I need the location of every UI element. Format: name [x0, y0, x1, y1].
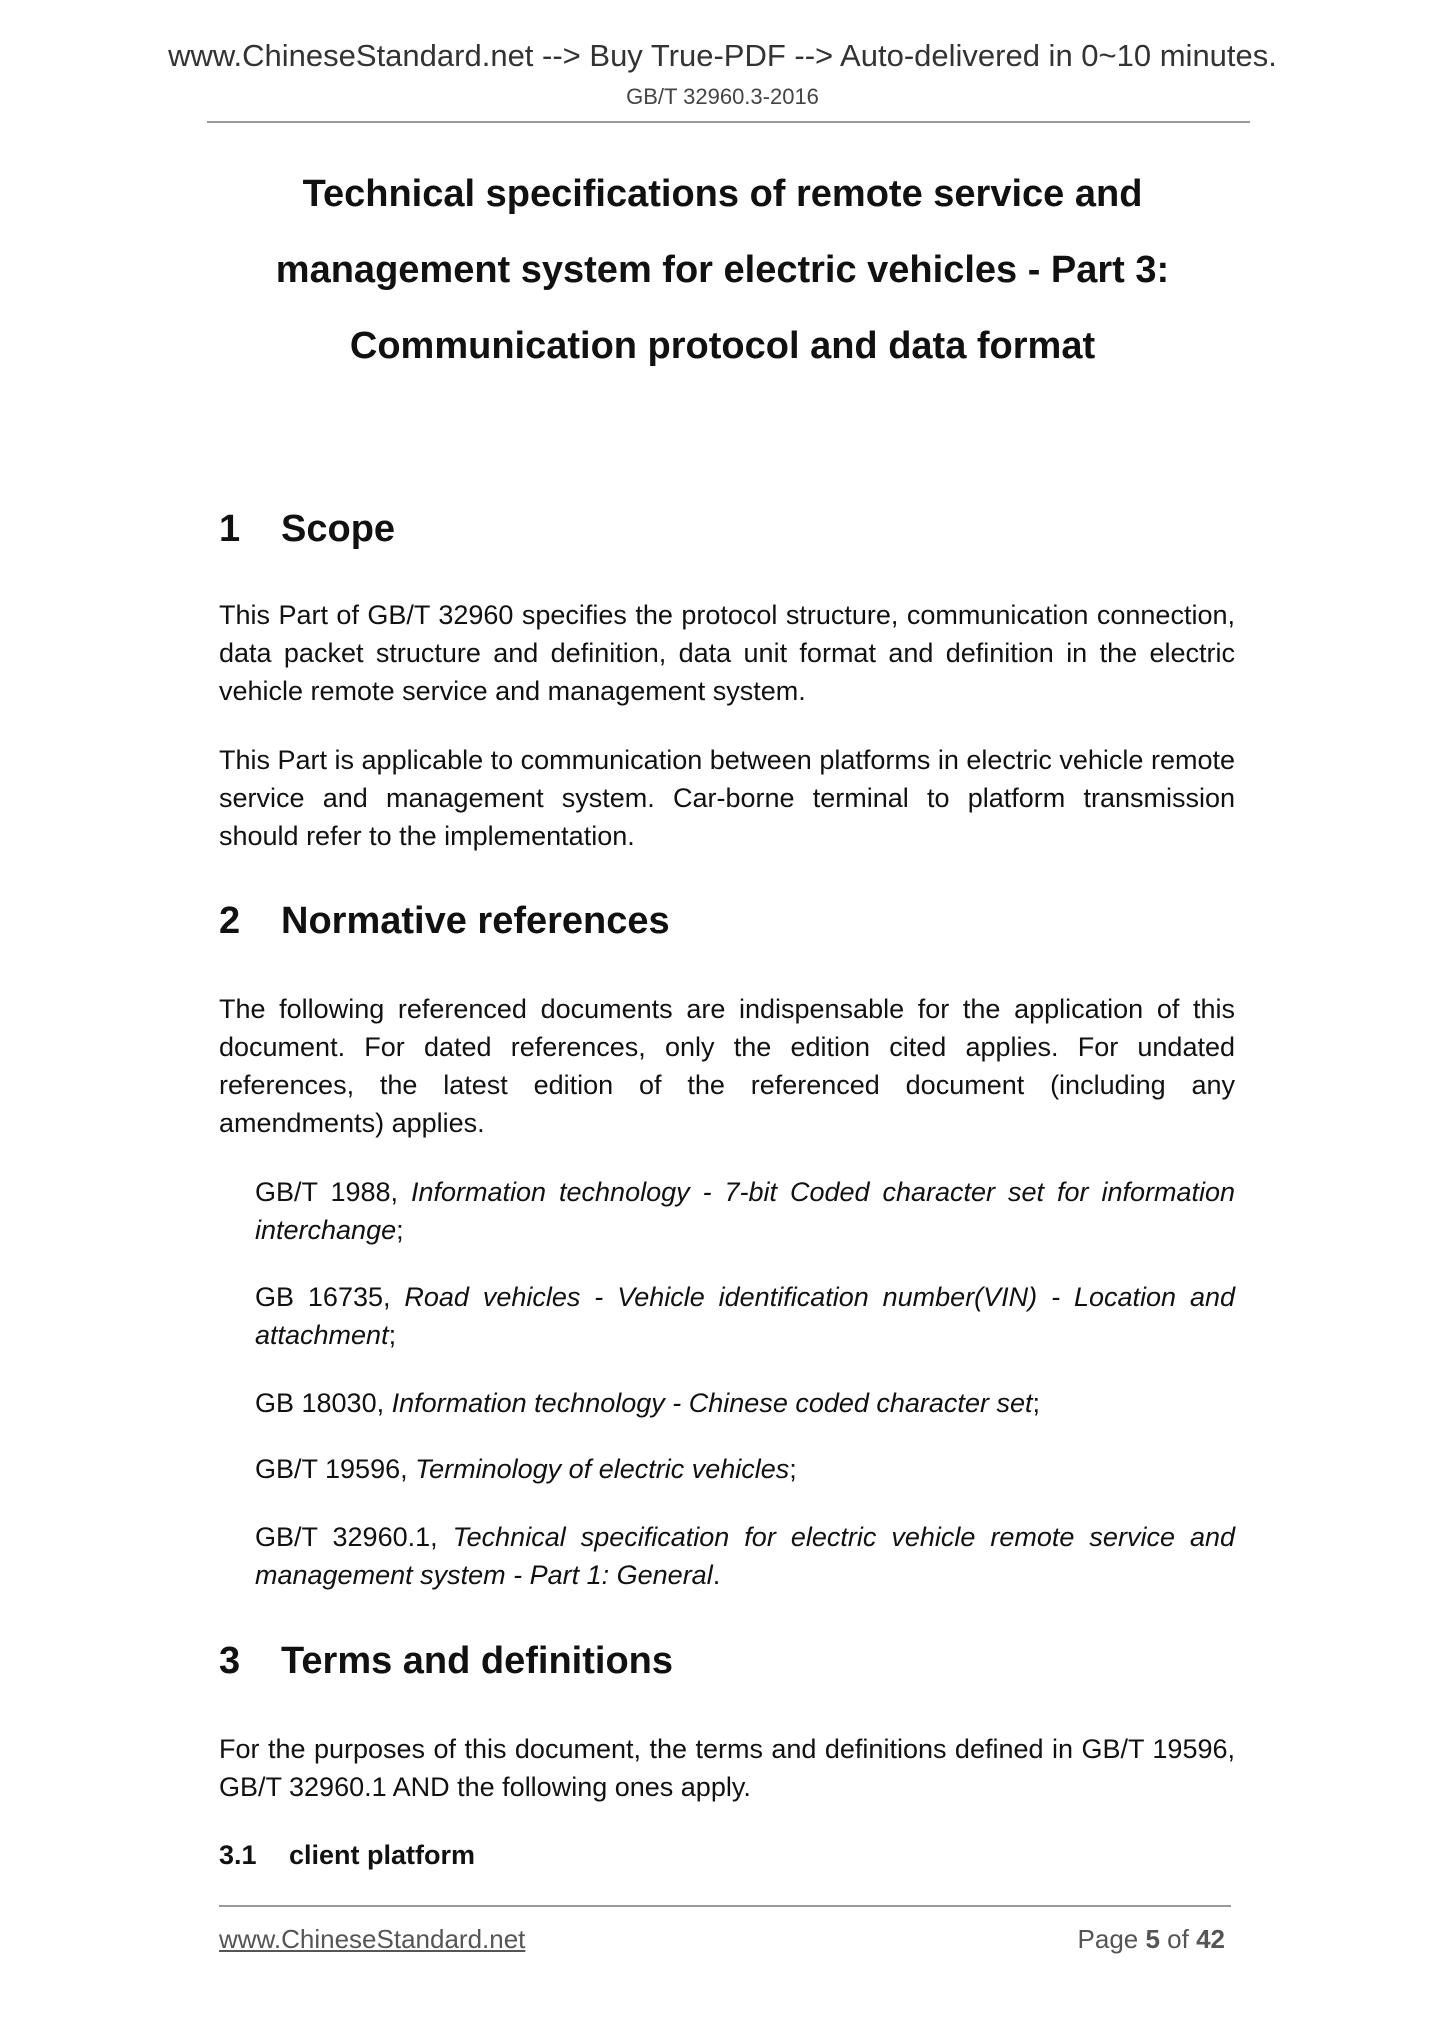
- footer-rule: [219, 1905, 1231, 1907]
- punct: ;: [388, 1320, 397, 1350]
- header-rule: [207, 121, 1250, 123]
- section-heading-terms: [219, 1640, 673, 1683]
- section-number: 1: [219, 508, 241, 550]
- reference-item: [255, 1173, 1235, 1249]
- punct: ;: [789, 1454, 797, 1484]
- reference-title: Technical specification for electric vehicle remote service and management system - Part 1: General: [255, 1522, 1236, 1590]
- title-line: management system for electric vehicles - Part 3:: [275, 249, 1170, 291]
- paragraph: This Part is applicable to communication between platforms in electric vehicle remote service and management system. Car-borne terminal to platform transmission should refer to the implementation.: [219, 745, 1235, 851]
- section-number: 3: [219, 1640, 241, 1682]
- section-title: Scope: [281, 508, 396, 550]
- section-heading-normative-references: [219, 900, 670, 943]
- reference-item: [255, 1384, 1235, 1422]
- reference-item: [255, 1450, 1235, 1488]
- reference-title: Road vehicles - Vehicle identification number(VIN) - Location and attachment: [255, 1282, 1235, 1350]
- reference-title: Information technology - 7-bit Coded character set for information interchange: [255, 1177, 1236, 1245]
- total-pages: 42: [1196, 1924, 1225, 1954]
- section-number: 2: [219, 900, 241, 942]
- page-indicator: [1078, 1924, 1225, 1955]
- paragraph: The following referenced documents are indispensable for the application of this document. For dated references, only the edition cited applies. For undated references, the latest edition of the referenced document (including any amendments) applies.: [219, 994, 1235, 1138]
- reference-code: GB 18030,: [255, 1388, 392, 1418]
- reference-code: GB/T 1988,: [255, 1177, 411, 1207]
- reference-title: Information technology - Chinese coded character set: [391, 1388, 1033, 1418]
- header-banner: www.ChineseStandard.net --> Buy True-PDF --> Auto-delivered in 0~10 minutes.: [168, 38, 1277, 73]
- footer-site-link[interactable]: www.ChineseStandard.net: [219, 1924, 526, 1954]
- reference-item: [255, 1278, 1235, 1354]
- section-title: Terms and definitions: [281, 1640, 674, 1682]
- punct: ;: [1032, 1388, 1040, 1418]
- section-title: Normative references: [281, 900, 670, 942]
- subsection-title: client platform: [289, 1840, 476, 1870]
- reference-item: [255, 1518, 1235, 1594]
- reference-title: Terminology of electric vehicles: [415, 1454, 790, 1484]
- punct: .: [712, 1560, 721, 1590]
- document-title: [200, 156, 1245, 384]
- paragraph: For the purposes of this document, the terms and definitions defined in GB/T 19596, GB/T 32960.1 AND the following ones apply.: [219, 1734, 1235, 1802]
- section-heading-scope: [219, 508, 395, 551]
- reference-code: GB 16735,: [255, 1282, 405, 1312]
- subsection-heading: [219, 1840, 475, 1871]
- title-line: Technical specifications of remote service and: [302, 173, 1143, 215]
- page-of: of: [1159, 1924, 1197, 1954]
- punct: ;: [396, 1215, 404, 1245]
- current-page: 5: [1145, 1924, 1160, 1954]
- doc-code: GB/T 32960.3-2016: [626, 84, 819, 109]
- subsection-number: 3.1: [219, 1840, 257, 1870]
- title-line: Communication protocol and data format: [349, 325, 1096, 367]
- page-label: Page: [1077, 1924, 1146, 1954]
- paragraph: This Part of GB/T 32960 specifies the protocol structure, communication connection, data packet structure and definition, data unit format and definition in the electric vehicle remote service and management system.: [219, 600, 1235, 706]
- reference-code: GB/T 19596,: [255, 1454, 416, 1484]
- reference-code: GB/T 32960.1,: [255, 1522, 453, 1552]
